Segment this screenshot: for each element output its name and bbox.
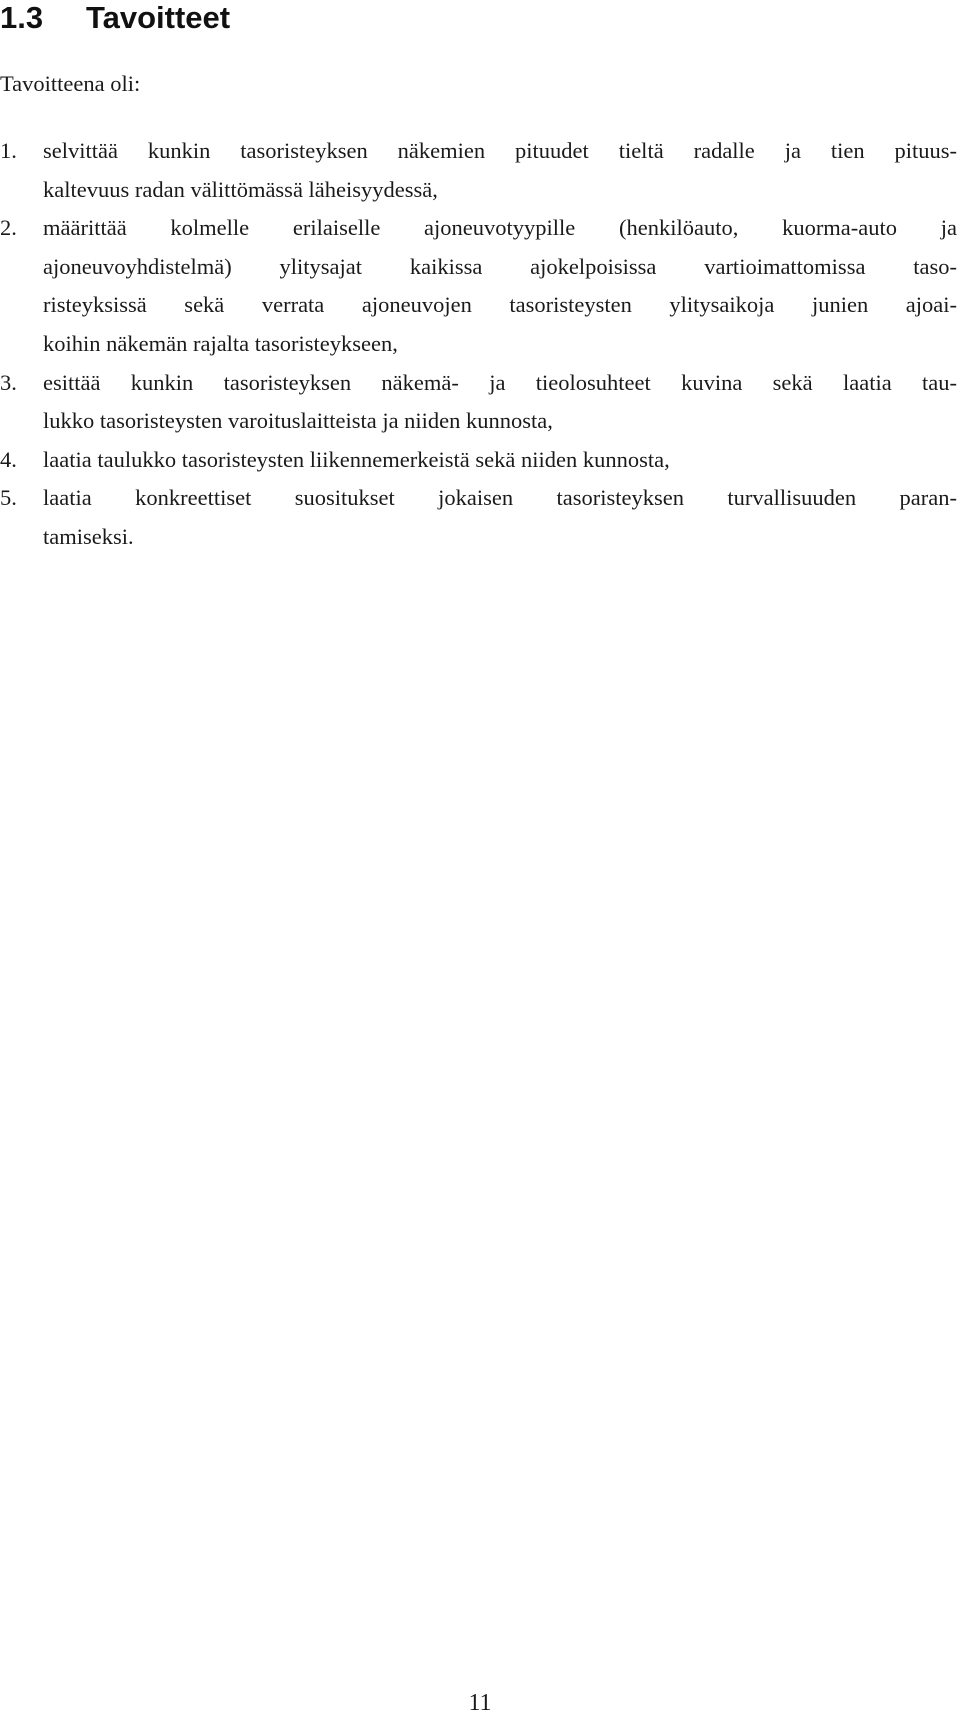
list-item — [0, 209, 957, 363]
list-item-line: ajoneuvoyhdistelmä) ylitysajat kaikissa ajokelpoisissa vartioimattomissa taso- — [43, 253, 957, 279]
list-item-line: laatia konkreettiset suositukset jokaisen tasoristeyksen turvallisuuden paran- — [43, 485, 957, 511]
list-item-line: risteyksissä sekä verrata ajoneuvojen tasoristeysten ylitysaikoja junien ajoai- — [43, 292, 957, 318]
list-item — [0, 364, 957, 441]
intro-text: Tavoitteena oli: — [0, 71, 141, 96]
list-item — [0, 441, 957, 480]
list-item-line: koihin näkemän rajalta tasoristeykseen, — [43, 330, 398, 356]
section-heading — [0, 0, 230, 36]
list-item — [0, 479, 957, 556]
goals-list — [0, 132, 960, 557]
list-item-line: laatia taulukko tasoristeysten liikennemerkeistä sekä niiden kunnosta, — [43, 446, 670, 472]
list-item — [0, 132, 957, 209]
page-number: 11 — [468, 1690, 492, 1716]
section-number: 1.3 — [0, 0, 44, 35]
list-item-number: 1. — [0, 138, 17, 163]
list-item-line: määrittää kolmelle erilaiselle ajoneuvotyypille (henkilöauto, kuorma-auto ja — [43, 215, 957, 241]
list-item-line: lukko tasoristeysten varoituslaitteista ja niiden kunnosta, — [43, 408, 553, 434]
list-item-number: 4. — [0, 446, 17, 472]
list-item-line: selvittää kunkin tasoristeyksen näkemien pituudet tieltä radalle ja tien pituus- — [43, 138, 957, 163]
list-item-line: kaltevuus radan välittömässä läheisyydessä, — [43, 176, 438, 202]
list-item-number: 5. — [0, 485, 17, 511]
list-item-number: 2. — [0, 215, 17, 241]
list-item-line: esittää kunkin tasoristeyksen näkemä- ja tieolosuhteet kuvina sekä laatia tau- — [43, 369, 957, 395]
list-item-line: tamiseksi. — [43, 523, 134, 549]
section-title: Tavoitteet — [86, 0, 231, 35]
list-item-number: 3. — [0, 369, 17, 395]
